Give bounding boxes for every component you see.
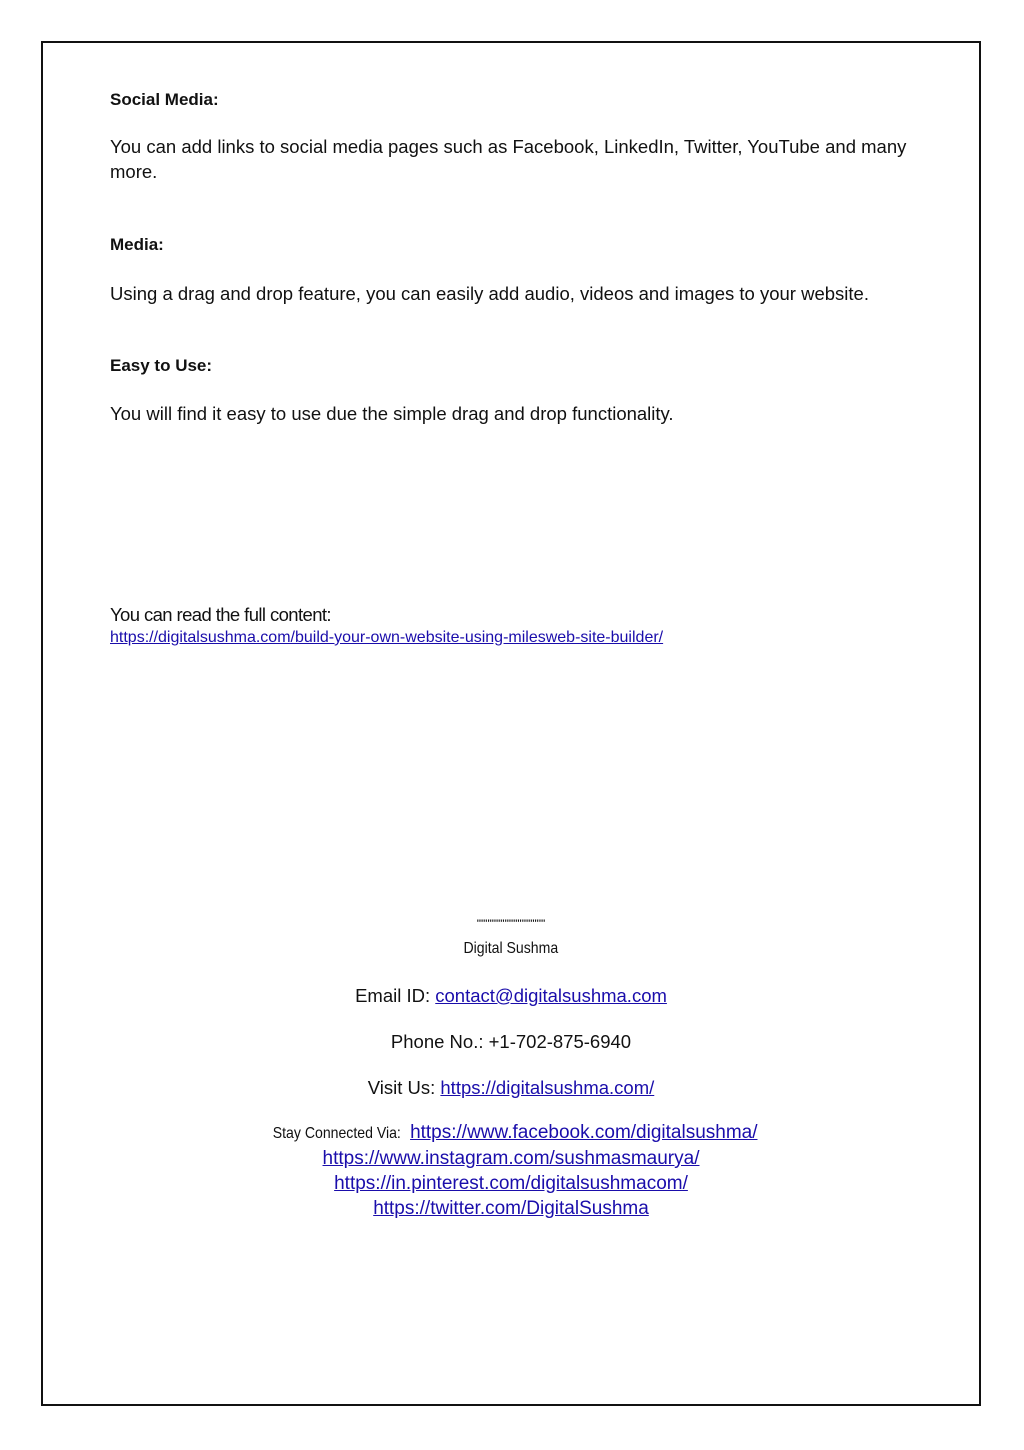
instagram-link[interactable]: https://www.instagram.com/sushmasmaurya/	[322, 1148, 700, 1169]
email-row	[41, 985, 981, 1007]
facebook-link[interactable]: https://www.facebook.com/digitalsushma/	[410, 1122, 758, 1143]
twitter-row	[41, 1198, 981, 1220]
heading-media: Media:	[110, 235, 164, 254]
social-media-text-line1: You can add links to social media pages such as Facebook, LinkedIn, Twitter, YouTube and many	[110, 136, 907, 157]
stay-connected-row	[41, 1122, 981, 1144]
visit-label: Visit Us:	[367, 1077, 441, 1098]
full-content-link[interactable]: https://digitalsushma.com/build-your-own-website-using-milesweb-site-builder/	[110, 629, 664, 646]
visit-row	[41, 1077, 981, 1099]
social-media-text-line2: more.	[110, 161, 158, 182]
easy-to-use-text: You will find it easy to use due the simple drag and drop functionality.	[110, 403, 674, 424]
decorative-dots: ''''''''''''''''''''''''''''''''	[476, 918, 546, 928]
media-text: Using a drag and drop feature, you can easily add audio, videos and images to your website.	[110, 283, 869, 304]
email-label: Email ID:	[355, 985, 436, 1006]
heading-easy-to-use: Easy to Use:	[110, 356, 213, 375]
read-more-label: You can read the full content:	[110, 604, 331, 625]
brand-name: Digital Sushma	[463, 940, 559, 957]
phone-text: Phone No.: +1-702-875-6940	[390, 1031, 632, 1052]
stay-connected-label: Stay Connected Via:	[273, 1125, 402, 1142]
email-link[interactable]: contact@digitalsushma.com	[435, 985, 667, 1006]
pinterest-row	[41, 1173, 981, 1195]
pinterest-link[interactable]: https://in.pinterest.com/digitalsushmacom/	[334, 1173, 688, 1194]
brand-name-row	[41, 940, 981, 958]
instagram-row	[41, 1148, 981, 1170]
website-link[interactable]: https://digitalsushma.com/	[440, 1077, 655, 1098]
heading-social-media: Social Media:	[110, 90, 219, 109]
twitter-link[interactable]: https://twitter.com/DigitalSushma	[373, 1198, 649, 1219]
